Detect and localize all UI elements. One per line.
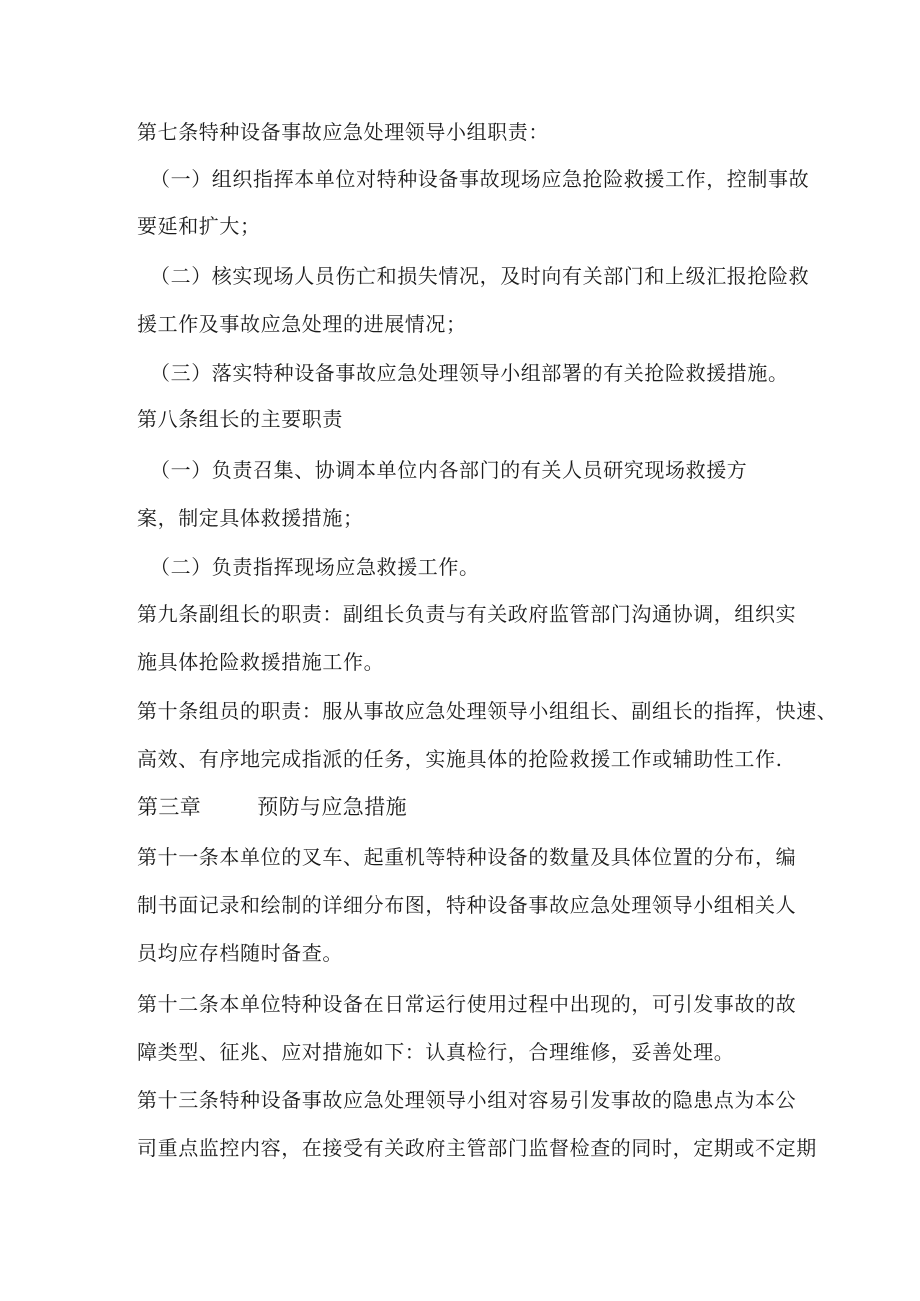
article-9-text: 第九条副组长的职责：副组长负责与有关政府监管部门沟通协调，组织实 — [137, 602, 797, 626]
article-7-item-2: （二）核实现场人员伤亡和损失情况，及时向有关部门和上级汇报抢险救 — [150, 264, 810, 288]
article-11-text-cont-1: 制书面记录和绘制的详细分布图，特种设备事故应急处理领导小组相关人 — [137, 893, 797, 917]
article-13-text: 第十三条特种设备事故应急处理领导小组对容易引发事故的隐患点为本公 — [137, 1088, 797, 1112]
article-13-text-cont: 司重点监控内容，在接受有关政府主管部门监督检查的同时，定期或不定期 — [137, 1136, 817, 1160]
article-8-item-1: （一）负责召集、协调本单位内各部门的有关人员研究现场救援方 — [150, 458, 748, 482]
article-12-text-cont: 障类型、征兆、应对措施如下：认真检行，合理维修，妥善处理。 — [137, 1040, 735, 1064]
chapter-number: 第三章 — [137, 795, 202, 819]
article-12-text: 第十二条本单位特种设备在日常运行使用过程中出现的，可引发事故的故 — [137, 992, 797, 1016]
article-10-text: 第十条组员的职责：服从事故应急处理领导小组组长、副组长的指挥，快速、 — [137, 699, 838, 723]
article-7-item-1: （一）组织指挥本单位对特种设备事故现场应急抢险救援工作，控制事故 — [150, 167, 810, 191]
article-8-item-1-cont: 案，制定具体救援措施； — [137, 506, 364, 530]
article-11-text-cont-2: 员均应存档随时备查。 — [137, 941, 343, 965]
article-9-text-cont: 施具体抢险救援措施工作。 — [137, 650, 385, 674]
article-7-item-2-cont: 援工作及事故应急处理的进展情况； — [137, 312, 467, 336]
article-8-item-2: （二）负责指挥现场应急救援工作。 — [150, 555, 480, 579]
article-10-text-cont: 高效、有序地完成指派的任务，实施具体的抢险救援工作或辅助性工作. — [137, 747, 783, 771]
chapter-heading — [137, 795, 787, 819]
chapter-title: 预防与应急措施 — [257, 795, 408, 819]
article-8-heading: 第八条组长的主要职责 — [137, 407, 343, 431]
article-7-heading: 第七条特种设备事故应急处理领导小组职责： — [137, 120, 549, 144]
article-7-item-3: （三）落实特种设备事故应急处理领导小组部署的有关抢险救援措施。 — [150, 361, 789, 385]
article-7-item-1-cont: 要延和扩大； — [137, 214, 261, 238]
article-11-text: 第十一条本单位的叉车、起重机等特种设备的数量及具体位置的分布，编 — [137, 845, 797, 869]
